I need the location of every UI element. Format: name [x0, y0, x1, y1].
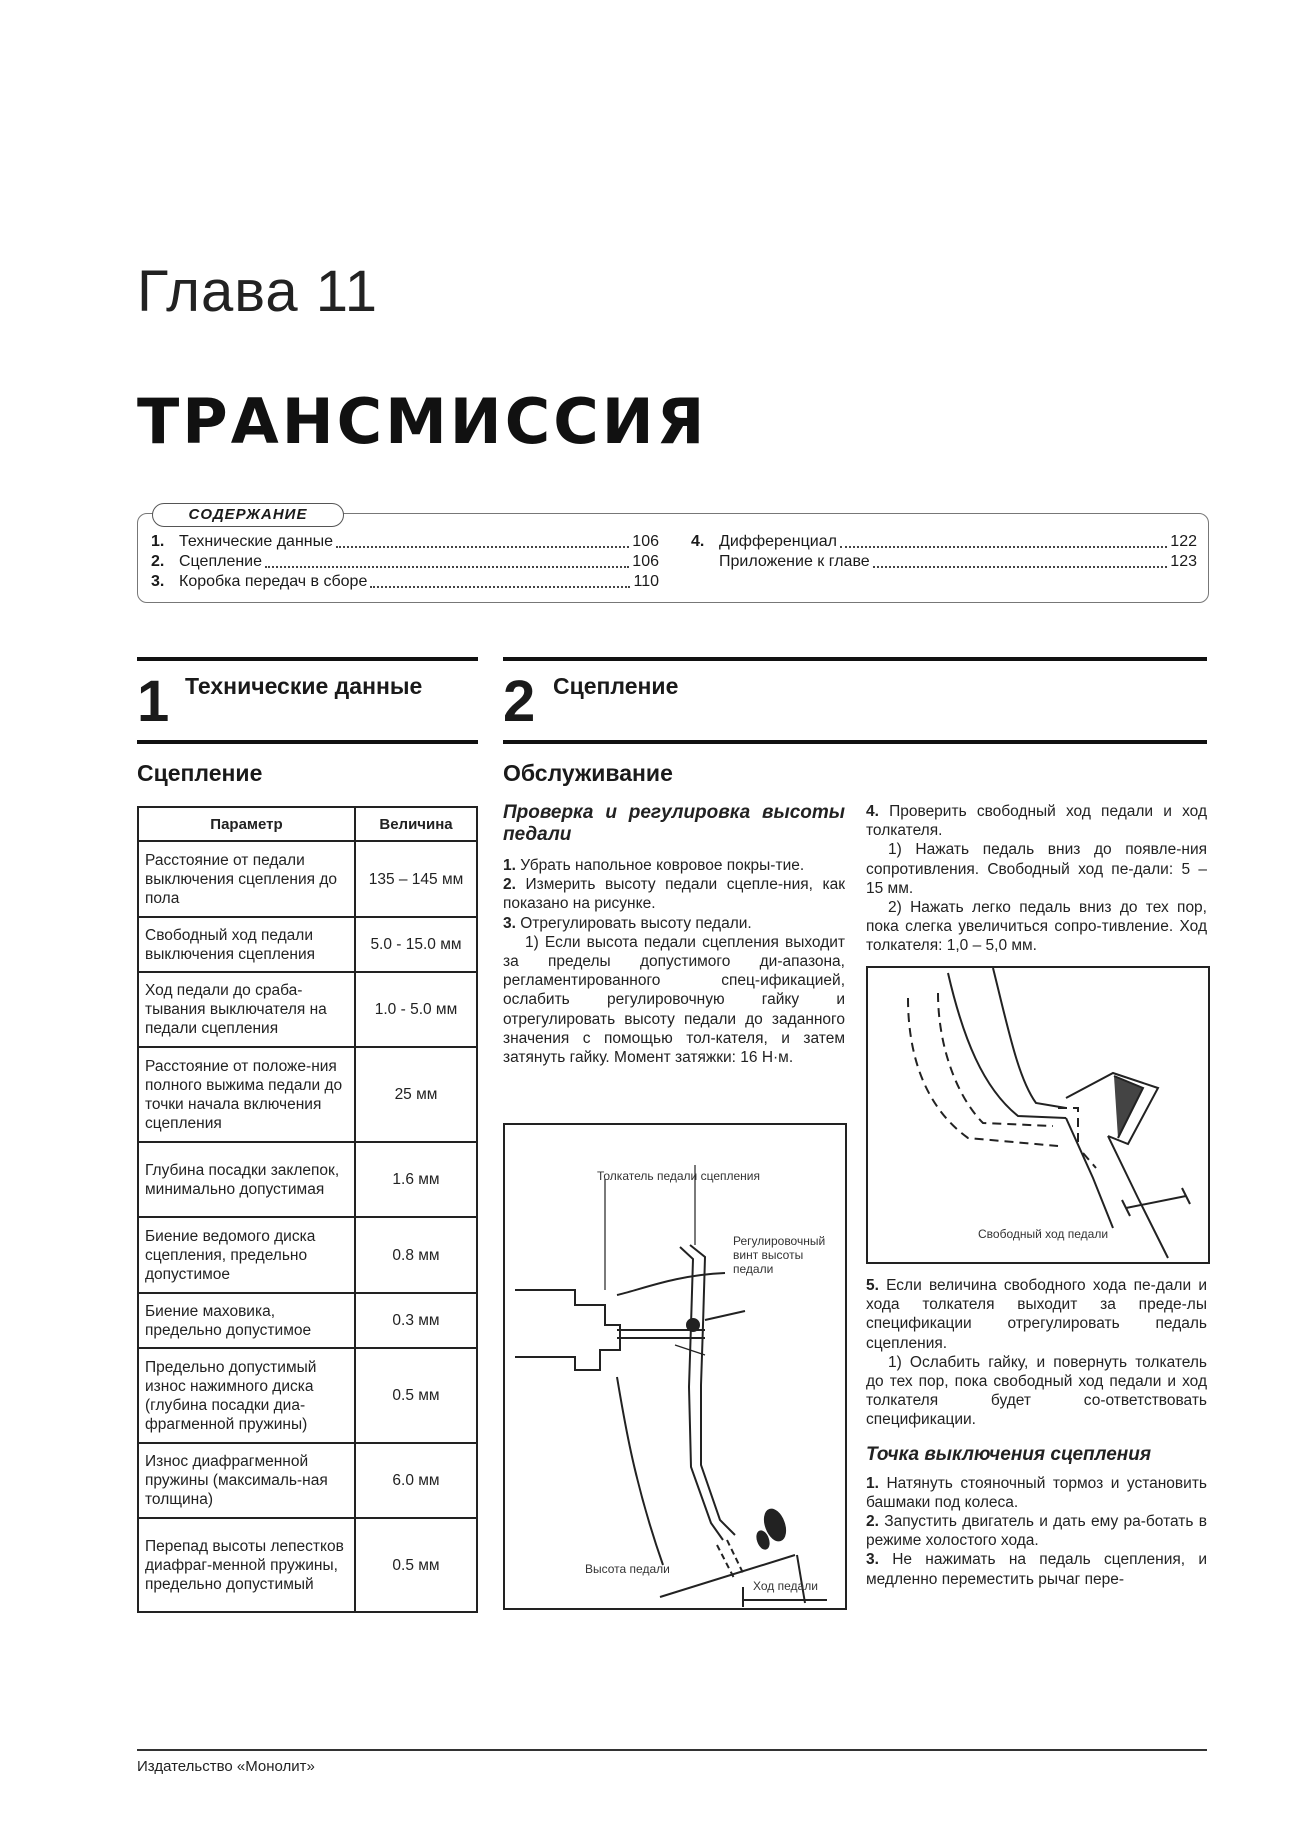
pedal-height-drawing [505, 1125, 845, 1608]
footer-rule [137, 1749, 1207, 1751]
section1-title: Технические данные [185, 673, 423, 699]
table-row [138, 841, 477, 917]
table-cell-value: 0.5 мм [355, 1348, 477, 1443]
table-cell-value: 135 – 145 мм [355, 841, 477, 917]
chapter-title: ТРАНСМИССИЯ [137, 385, 708, 458]
table-row [138, 1443, 477, 1518]
table-cell-value: 0.5 мм [355, 1518, 477, 1612]
pedal-height-label: Высота педали [585, 1562, 670, 1576]
free-play-drawing [868, 968, 1208, 1262]
table-row [138, 1047, 477, 1142]
step-3-1: 1) Если высота педали сцепления выходит за пределы допустимого ди-апазона, регламентированного спец-ификацией, ослабить регулировочную гайку и отрегулировать высоту педали до заданного значения с помощью тол-кателя, и затем затянуть гайку. Момент затяжки: 16 Н·м. [503, 933, 845, 1067]
toc-entry[interactable]: Приложение к главе 123 [719, 553, 1197, 570]
toc-entry[interactable]: 4. Дифференциал 122 [691, 533, 1197, 550]
toc-entry[interactable]: 3. Коробка передач в сборе 110 [151, 573, 659, 590]
release-step-3: 3. Не нажимать на педаль сцепления, и медленно переместить рычаг пере- [866, 1551, 1207, 1588]
pedal-height-figure [503, 1123, 847, 1610]
section2-column-b [866, 802, 1207, 956]
table-cell-param: Расстояние от положе-ния полного выжима педали до точки начала включения сцепления [138, 1047, 355, 1142]
step-4-1: 1) Нажать педаль вниз до появле-ния сопротивления. Свободный ход пе-дали: 5 – 15 мм. [866, 841, 1207, 897]
table-cell-param: Биение маховика, предельно допустимое [138, 1293, 355, 1348]
pedal-travel-label: Ход педали [753, 1579, 818, 1593]
step-5-1: 1) Ослабить гайку, и повернуть толкатель до тех пор, пока свободный ход педали и ход толкателя будет со-ответствовать спецификации. [866, 1353, 1207, 1429]
pushrod-label: Толкатель педали сцепления [597, 1169, 760, 1183]
section1-top-rule [137, 657, 478, 661]
table-cell-param: Свободный ход педали выключения сцепления [138, 917, 355, 972]
section2-title: Сцепление [553, 673, 679, 699]
section1-number: 1 [137, 669, 170, 734]
contents-tab: СОДЕРЖАНИЕ [152, 503, 344, 527]
table-cell-param: Предельно допустимый износ нажимного диска (глубина посадки диа-фрагменной пружины) [138, 1348, 355, 1443]
table-row [138, 1142, 477, 1217]
adjust-screw-label-1: Регулировочный [733, 1234, 826, 1248]
publisher-footer: Издательство «Монолит» [137, 1758, 315, 1775]
table-cell-value: 6.0 мм [355, 1443, 477, 1518]
toc-entry[interactable]: 2. Сцепление 106 [151, 553, 659, 570]
chapter-label: Глава 11 [137, 259, 378, 324]
table-header-parameter: Параметр [138, 807, 355, 841]
section2-bottom-rule [503, 740, 1207, 744]
section2-number: 2 [503, 669, 536, 734]
section1-subheading: Сцепление [137, 760, 263, 786]
table-header-value: Величина [355, 807, 477, 841]
section2-top-rule [503, 657, 1207, 661]
adjust-screw-label-3: педали [733, 1262, 774, 1276]
step-5: 5. Если величина свободного хода пе-дали и хода толкателя выходит за преде-лы спецификации отрегулировать педаль сцепления. [866, 1277, 1207, 1352]
table-row [138, 972, 477, 1047]
table-cell-param: Глубина посадки заклепок, минимально допустимая [138, 1142, 355, 1217]
section2-column-b-lower [866, 1276, 1207, 1589]
adjust-screw-label-2: винт высоты [733, 1248, 804, 1262]
table-row [138, 1293, 477, 1348]
table-cell-value: 1.0 - 5.0 мм [355, 972, 477, 1047]
table-cell-param: Перепад высоты лепестков диафраг-менной пружины, предельно допустимый [138, 1518, 355, 1612]
step-4: 4. Проверить свободный ход педали и ход толкателя. [866, 803, 1207, 840]
table-row [138, 917, 477, 972]
table-cell-value: 1.6 мм [355, 1142, 477, 1217]
release-step-1: 1. Натянуть стояночный тормоз и установить башмаки под колеса. [866, 1474, 1207, 1511]
table-cell-param: Биение ведомого диска сцепления, предельно допустимое [138, 1217, 355, 1293]
table-row [138, 1518, 477, 1612]
toc-column-left [151, 532, 659, 592]
section1-bottom-rule [137, 740, 478, 744]
step-3: 3. Отрегулировать высоту педали. [503, 914, 752, 932]
table-cell-param: Расстояние от педали выключения сцепления до пола [138, 841, 355, 917]
clutch-release-point-heading: Точка выключения сцепления [866, 1443, 1152, 1465]
table-cell-value: 0.8 мм [355, 1217, 477, 1293]
toc-column-right [691, 532, 1197, 572]
free-play-label: Свободный ход педали [978, 1227, 1109, 1241]
table-cell-value: 5.0 - 15.0 мм [355, 917, 477, 972]
step-1: 1. Убрать напольное ковровое покры-тие. [503, 857, 805, 874]
free-play-figure [866, 966, 1210, 1264]
release-step-2: 2. Запустить двигатель и дать ему ра-ботать в режиме холостого хода. [866, 1513, 1208, 1550]
step-2: 2. Измерить высоту педали сцепле-ния, как показано на рисунке. [503, 876, 845, 913]
toc-entry[interactable]: 1. Технические данные 106 [151, 533, 659, 550]
table-row [138, 1348, 477, 1443]
section2-subheading: Обслуживание [503, 760, 673, 786]
table-cell-value: 0.3 мм [355, 1293, 477, 1348]
step-4-2: 2) Нажать легко педаль вниз до тех пор, пока слегка увеличиться сопро-тивление. Ход толкателя: 1,0 – 5,0 мм. [866, 899, 1207, 955]
table-row [138, 1217, 477, 1293]
table-header-row [138, 807, 477, 841]
section2-column-a [503, 802, 845, 1067]
table-cell-param: Износ диафрагменной пружины (максималь-ная толщина) [138, 1443, 355, 1518]
pedal-height-heading: Проверка и регулировка высоты педали [503, 802, 845, 845]
table-cell-param: Ход педали до сраба-тывания выключателя на педали сцепления [138, 972, 355, 1047]
table-cell-value: 25 мм [355, 1047, 477, 1142]
clutch-spec-table [137, 806, 478, 1613]
